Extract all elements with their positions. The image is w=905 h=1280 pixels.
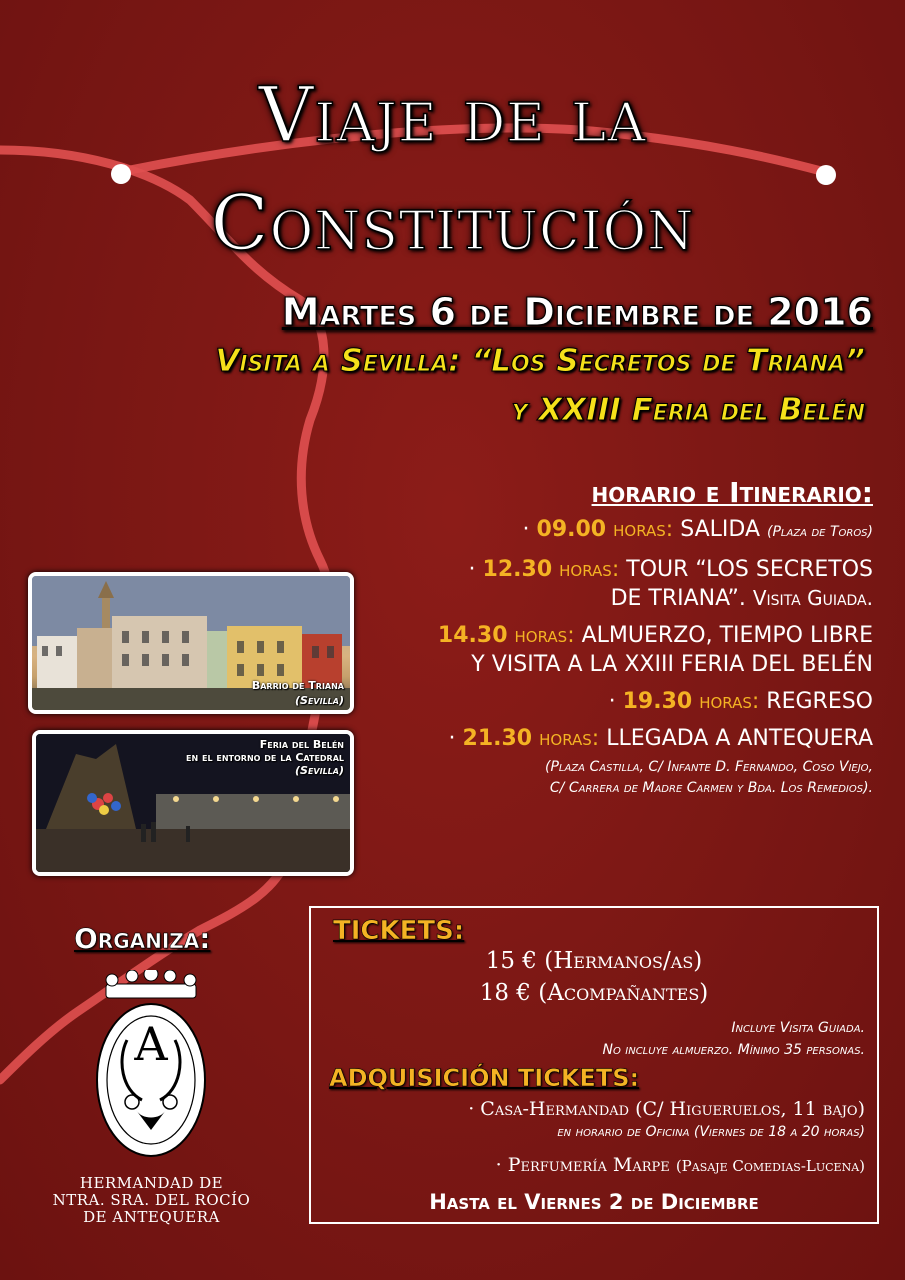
photo2-caption-2: en el entorno de la Catedral: [186, 751, 344, 764]
organizer-heading: Organiza:: [74, 922, 211, 955]
title-line-1: Viaje de la: [258, 70, 647, 159]
organizer-name: HERMANDAD DE NTRA. SRA. DEL ROCÍO DE ANTEQUERA: [52, 1174, 251, 1226]
tickets-note-1: Incluye Visita Guiada.: [731, 1020, 865, 1036]
schedule-note: C/ Carrera de Madre Carmen y Bda. Los Remedios).: [549, 780, 873, 796]
sale-point-casa-hermandad: · Casa-Hermandad (C/ Higueruelos, 11 bajo): [468, 1098, 865, 1120]
tickets-box: [309, 906, 879, 1224]
schedule-item: · 21.30 horas: LLEGADA A ANTEQUERA: [448, 726, 873, 751]
photo-feria-belen: [32, 730, 354, 876]
tickets-note-2: No incluye almuerzo. Mínimo 35 personas.: [602, 1042, 865, 1058]
schedule-item: · 09.00 horas: SALIDA (Plaza de Toros): [522, 517, 873, 542]
photo2-location: (Sevilla): [295, 764, 344, 777]
schedule-heading: horario e Itinerario:: [591, 476, 873, 509]
acquisition-heading: ADQUISICIÓN TICKETS:: [329, 1064, 640, 1092]
sale-deadline: Hasta el Viernes 2 de Diciembre: [429, 1190, 759, 1214]
photo1-caption: Barrio de Triana: [251, 679, 344, 692]
svg-text:A: A: [134, 1017, 168, 1071]
price-companions: 18 € (Acompañantes): [479, 980, 709, 1006]
title-line-2: Constitución: [210, 178, 695, 267]
subtitle-line-1: Visita a Sevilla: “Los Secretos de Triana”: [215, 343, 865, 379]
event-date: Martes 6 de Diciembre de 2016: [281, 290, 873, 334]
subtitle-line-2: y XXIII Feria del Belén: [511, 392, 865, 428]
schedule: horario e Itinerario: · 09.00 horas: SALIDA (Plaza de Toros) · 12.30 horas: TOUR “LOS SECRETOS DE TRIANA”. Visita Guiada. 14.30 horas: ALMUERZO, TIEMPO LIBRE Y VISITA A LA XXIII FERIA DEL BELÉN · 19.30 horas: REGRESO · 21.30 horas: LLEGADA A ANTEQUERA (Plaza Castilla, C/ Infante D. Fernando, Coso Viejo, C/ Carrera de Madre Carmen y Bda. Los Remedios).: [313, 476, 873, 799]
photo1-location: (Sevilla): [295, 694, 344, 707]
schedule-item: 14.30 horas: ALMUERZO, TIEMPO LIBRE: [437, 623, 873, 648]
sale-point-perfumeria: · Perfumería Marpe (Pasaje Comedias-Lucena): [495, 1154, 865, 1176]
hermandad-crest-logo: [92, 970, 210, 1162]
price-members: 15 € (Hermanos/as): [485, 948, 703, 974]
schedule-note: (Plaza Castilla, C/ Infante D. Fernando, Coso Viejo,: [545, 759, 873, 775]
photo2-caption-1: Feria del Belén: [259, 738, 344, 751]
sale-point-hours: en horario de Oficina (Viernes de 18 a 20 horas): [557, 1124, 865, 1140]
tickets-heading: TICKETS:: [333, 916, 465, 946]
schedule-item: · 12.30 horas: TOUR “LOS SECRETOS: [468, 557, 873, 582]
photo-barrio-triana: [28, 572, 354, 714]
schedule-item: · 19.30 horas: REGRESO: [608, 689, 873, 714]
